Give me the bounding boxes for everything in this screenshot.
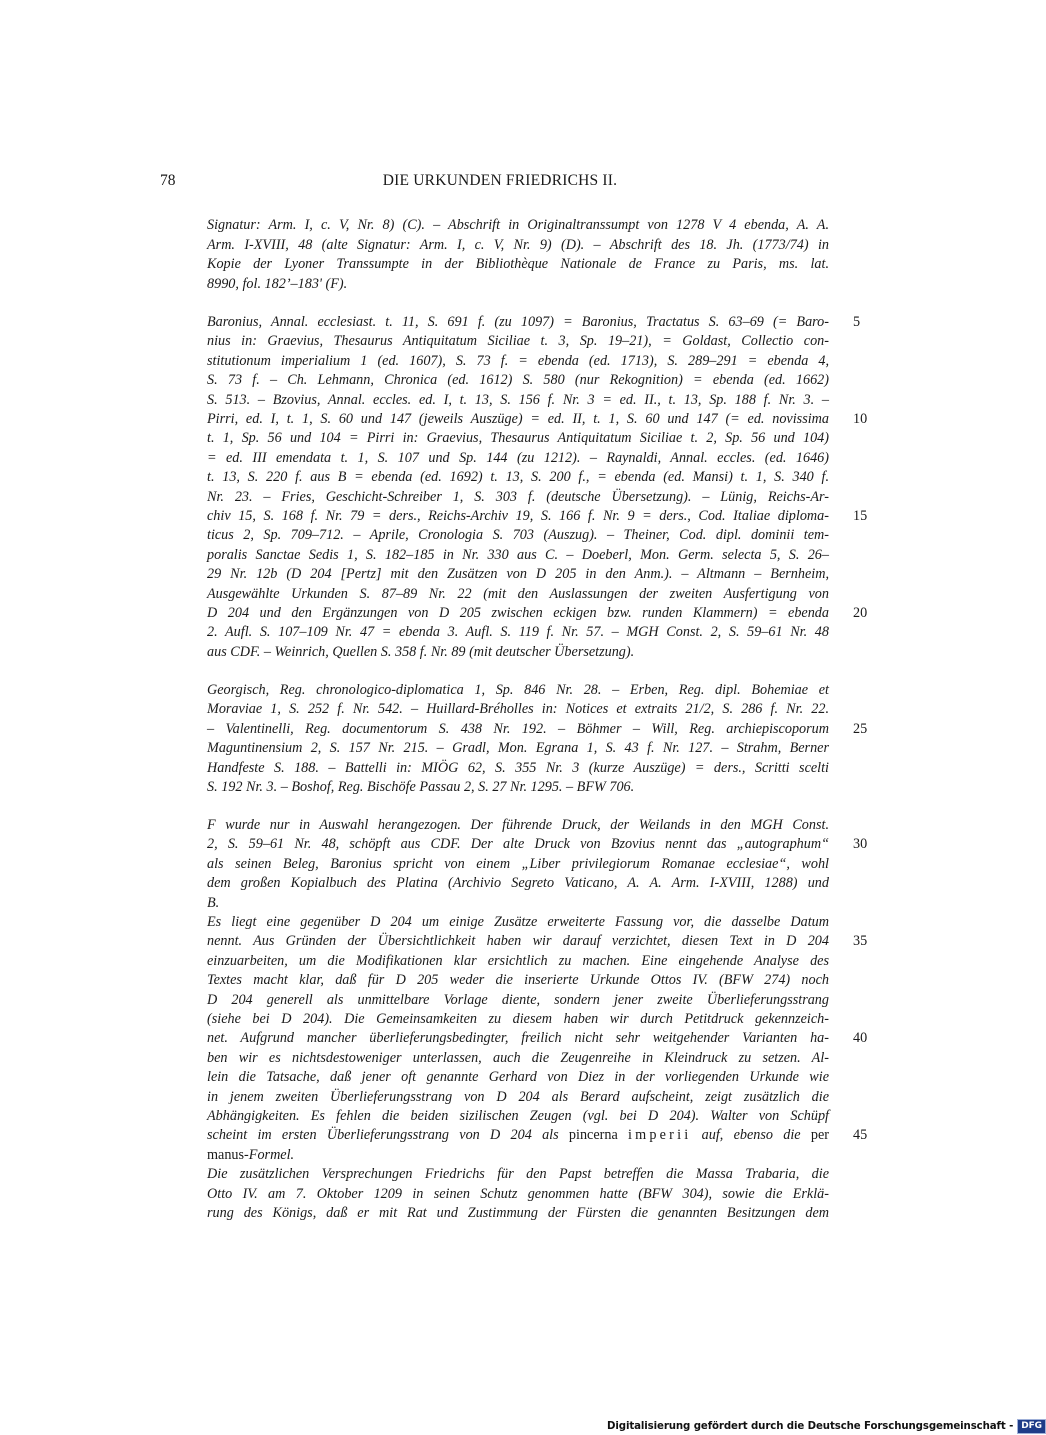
text-line: 2, S. 59–61 Nr. 48, schöpft aus CDF. Der alte Druck von Bzovius nennt das „autographum“ (207, 836, 829, 853)
text-line: Abhängigkeiten. Es fehlen die beiden sizilischen Zeugen (vgl. bei D 204). Walter von Schüpf (207, 1108, 829, 1124)
text-line: Die zusätzlichen Versprechungen Friedrichs für den Papst betreffen die Massa Trabaria, die (207, 1166, 829, 1183)
text-line: t. 1, Sp. 56 und 104 = Pirri in: Graevius, Thesaurus Antiquitatum Siciliae t. 2, Sp. 56 und 104) (207, 430, 829, 447)
text-line: Kopie der Lyoner Transsumpte in der Bibliothèque Nationale de France zu Paris, ms. lat. (207, 256, 829, 272)
text-line: einzuarbeiten, um die Modifikationen klar ersichtlich zu machen. Eine eingehende Analyse des (207, 952, 829, 969)
line-number: 15 (853, 508, 868, 524)
text-line: 8990, fol. 182’–183' (F). (207, 275, 348, 292)
text-line: Es liegt eine gegenüber D 204 um einige Zusätze erweiterte Fassung vor, die dasselbe Datum (207, 914, 829, 930)
footer-credit-text: Digitalisierung gefördert durch die Deutsche Forschungsgemeinschaft - (607, 1420, 1014, 1432)
line-number: 30 (853, 836, 868, 853)
upright-term: manus- (207, 1146, 249, 1163)
text-line: Otto IV. am 7. Oktober 1209 in seinen Schutz genommen hatte (BFW 304), sowie die Erklä- (207, 1185, 829, 1202)
text-line: ticus 2, Sp. 709–712. – Aprile, Cronologia S. 703 (Auszug). – Theiner, Cod. dipl. dominii tem- (207, 527, 829, 544)
text-line: dem großen Kopialbuch des Platina (Archivio Segreto Vaticano, A. A. Arm. I-XVIII, 1288) und (207, 875, 829, 892)
text-run: scheint im ersten Überlieferungsstrang von D 204 als (207, 1127, 569, 1144)
text-line: F wurde nur in Auswahl herangezogen. Der führende Druck, der Weilands in den MGH Const. (207, 817, 829, 833)
text-line: Arm. I-XVIII, 48 (alte Signatur: Arm. I, c. V, Nr. 9) (D). – Abschrift des 18. Jh. (1773/74) in (207, 236, 829, 253)
text-line: Signatur: Arm. I, c. V, Nr. 8) (C). – Abschrift in Originaltranssumpt von 1278 V 4 ebenda, A. A. (207, 217, 829, 233)
upright-term: pincerna (568, 1127, 618, 1144)
text-line: Handfeste S. 188. – Battelli in: MIÖG 62, S. 355 Nr. 3 (kurze Auszüge) = ders., Scritti scelti (207, 759, 829, 776)
text-line: = ed. III emendata t. 1, S. 107 und Sp. 144 (zu 1212). – Raynaldi, Annal. eccles. (ed. 1646) (207, 449, 829, 466)
upright-term: per (810, 1127, 829, 1144)
dfg-logo: DFG (1017, 1419, 1046, 1434)
text-line: Maguntinensium 2, S. 157 Nr. 215. – Gradl, Mon. Egrana 1, S. 43 f. Nr. 127. – Strahm, Berner (207, 740, 829, 757)
text-line: (siehe bei D 204). Die Gemeinsamkeiten zu diesem haben wir durch Petitdruck gekennzeich- (207, 1011, 829, 1027)
line-number: 20 (853, 605, 868, 621)
text-line: t. 13, S. 220 f. aus B = ebenda (ed. 1692) t. 13, S. 200 f., = ebenda (ed. Mansi) t. 1, S. 340 f. (207, 469, 829, 486)
text-line: – Valentinelli, Reg. documentorum S. 438 Nr. 192. – Böhmer – Will, Reg. archiepiscoporum (207, 720, 829, 737)
page-header (0, 172, 1000, 196)
line-number: 5 (853, 314, 861, 330)
text-line: D 204 und den Ergänzungen von D 205 zwischen eckigen bzw. runden Klammern) = ebenda (207, 605, 829, 621)
line-number: 35 (853, 933, 868, 950)
text-line: nius in: Graevius, Thesaurus Antiquitatum Siciliae t. 3, Sp. 19–21), = Goldast, Collectio con- (207, 333, 829, 350)
text-line: B. (207, 894, 220, 911)
line-number: 10 (853, 411, 868, 427)
text-line: in jenem zweiten Überlieferungsstrang von D 204 als Berard aufscheint, zeigt zusätzlich die (207, 1088, 829, 1105)
text-line: Nr. 23. – Fries, Geschicht-Schreiber 1, S. 303 f. (deutsche Übersetzung). – Lünig, Reichs-Ar- (207, 488, 829, 505)
text-line: Georgisch, Reg. chronologico-diplomatica 1, Sp. 846 Nr. 28. – Erben, Reg. dipl. Bohemiae et (207, 682, 829, 698)
text-line: als seinen Beleg, Baronius spricht von einem „Liber privilegiorum Romanae ecclesiae“, wohl (207, 855, 829, 872)
text-line: net. Aufgrund mancher überlieferungsbedingter, freilich nicht sehr weitgehender Varianten ha- (207, 1030, 829, 1047)
text-line: Ausgewählte Urkunden S. 87–89 Nr. 22 (mit den Auslassungen der zweiten Ausfertigung von (207, 585, 829, 602)
line-number: 40 (853, 1030, 868, 1047)
text-line: rung des Königs, daß er mit Rat und Zustimmung der Fürsten die genannten Besitzungen dem (207, 1205, 829, 1221)
text-run: Formel. (248, 1146, 295, 1163)
text-line-mixed (207, 1126, 829, 1145)
text-line: S. 73 f. – Ch. Lehmann, Chronica (ed. 1612) S. 580 (nur Rekognition) = ebenda (ed. 1662) (207, 372, 829, 389)
text-line: nennt. Aus Gründen der Übersichtlichkeit haben wir darauf verzichtet, diesen Text in D 204 (207, 933, 829, 950)
text-line: Pirri, ed. I, t. 1, S. 60 und 147 (jeweils Auszüge) = ed. II, t. 1, S. 60 und 147 (= ed. novissima (207, 411, 829, 427)
footer-credit (607, 1418, 1046, 1434)
text-line: Textes macht klar, daß für D 205 weder die inserierte Urkunde Ottos IV. (BFW 274) noch (207, 972, 829, 989)
text-line: poralis Sanctae Sedis 1, S. 182–185 in Nr. 330 aus C. – Doeberl, Mon. Germ. selecta 5, S. 26– (207, 546, 829, 563)
running-title: DIE URKUNDEN FRIEDRICHS II. (382, 172, 618, 189)
line-number: 25 (853, 720, 868, 737)
text-line: Moraviae 1, S. 252 f. Nr. 542. – Huillard-Bréholles in: Notices et extraits 21/2, S. 286 f. Nr. 22. (207, 701, 829, 718)
text-line: Baronius, Annal. ecclesiast. t. 11, S. 691 f. (zu 1097) = Baronius, Tractatus S. 63–69 (= Baro- (207, 314, 829, 330)
text-line-mixed (207, 1146, 829, 1165)
text-line: ben wir es nichtsdestoweniger unterlassen, auch die Zeugenreihe in Kleindruck zu setzen. Al- (207, 1049, 829, 1066)
text-line: aus CDF. – Weinrich, Quellen S. 358 f. Nr. 89 (mit deutscher Übersetzung). (207, 643, 635, 660)
text-line: 2. Aufl. S. 107–109 Nr. 47 = ebenda 3. Aufl. S. 119 f. Nr. 57. – MGH Const. 2, S. 59–61 Nr. 48 (207, 624, 829, 641)
line-number: 45 (853, 1127, 868, 1144)
text-line: stitutionum imperialium 1 (ed. 1607), S. 73 f. = ebenda (ed. 1713), S. 289–291 = ebenda 4, (207, 352, 829, 369)
text-line: D 204 generell als unmittelbare Vorlage diente, sondern jener zweite Überlieferungsstrang (207, 991, 829, 1008)
spaced-term: imperii (628, 1127, 692, 1144)
text-line: lein die Tatsache, daß jener oft genannte Gerhard von Diez in der vorliegenden Urkunde wie (207, 1069, 829, 1086)
text-line: chiv 15, S. 168 f. Nr. 79 = ders., Reichs-Archiv 19, S. 166 f. Nr. 9 = ders., Cod. Italiae diploma- (207, 508, 829, 524)
text-line: 29 Nr. 12b (D 204 [Pertz] mit den Zusätzen von D 205 in den Anm.). – Altmann – Bernheim, (207, 566, 829, 583)
text-line: S. 513. – Bzovius, Annal. eccles. ed. I, t. 13, S. 156 f. Nr. 3 = ed. II., t. 13, Sp. 188 f. Nr. 3. – (207, 391, 829, 408)
page-number: 78 (160, 172, 176, 189)
text-run: auf, ebenso die (701, 1127, 811, 1144)
text-line: S. 192 Nr. 3. – Boshof, Reg. Bischöfe Passau 2, S. 27 Nr. 1295. – BFW 706. (207, 779, 635, 795)
